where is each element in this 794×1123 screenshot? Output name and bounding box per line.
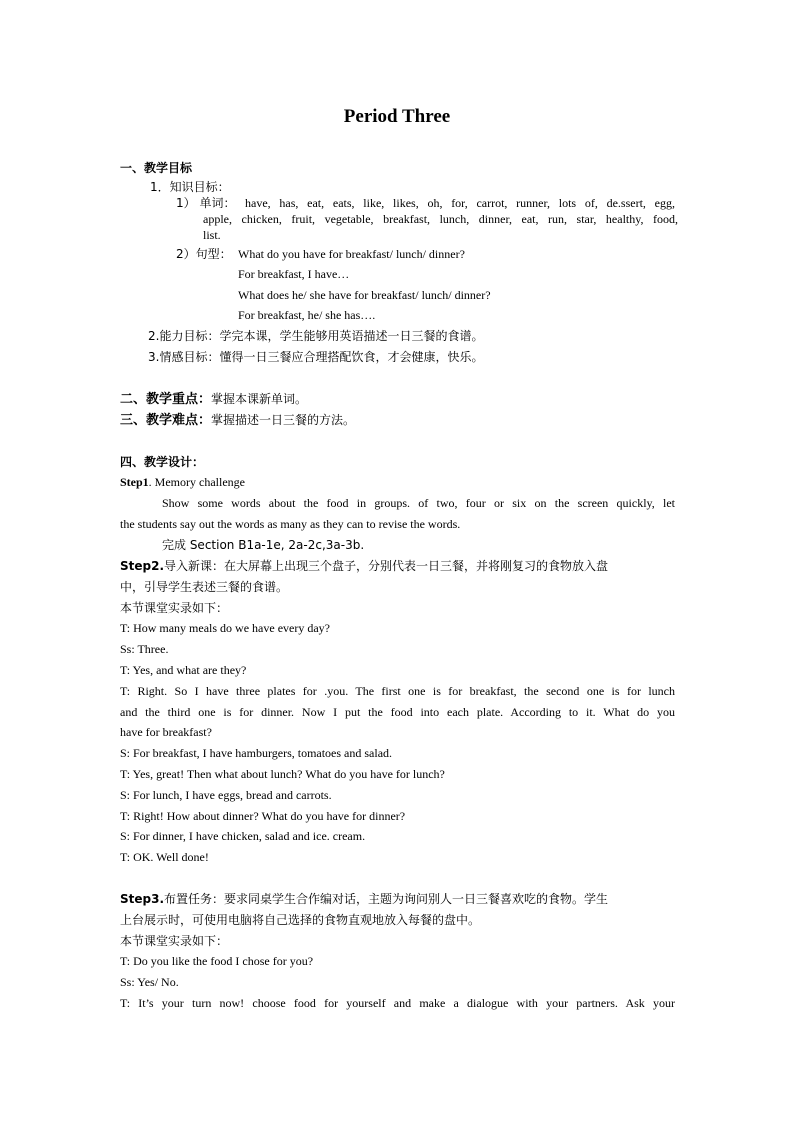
vocab-line: list. [203, 228, 221, 242]
dialog-line: T: Yes, and what are they? [120, 663, 247, 677]
section-heading-design: 四、教学设计： [120, 455, 205, 469]
vocab-line: apple, chicken, fruit, vegetable, breakfast, lunch, dinner, eat, run, star, healthy, food, [203, 212, 678, 226]
vocab-line: have, has, eat, eats, like, likes, oh, for, carrot, runner, lots of, de.ssert, egg, [245, 196, 675, 210]
sentence-pattern: What do you have for breakfast/ lunch/ dinner? [238, 247, 465, 261]
dialog-line: T: Do you like the food I chose for you? [120, 954, 314, 968]
dialog-paragraph: T: Right. So I have three plates for .you. The first one is for breakfast, the second one is for lunch [120, 684, 675, 698]
dialog-line: S: For lunch, I have eggs, bread and carrots. [120, 788, 332, 802]
step3-line [120, 891, 608, 907]
step1-heading [120, 474, 245, 490]
ability-objective: 2.能力目标：学完本课，学生能够用英语描述一日三餐的食谱。 [148, 329, 484, 343]
step1-paragraph: the students say out the words as many as they can to revise the words. [120, 517, 461, 531]
dialog-line: T: Right! How about dinner? What do you have for dinner? [120, 809, 406, 823]
dialog-paragraph: and the third one is for dinner. Now I put the food into each plate. According to it. What do you [120, 705, 675, 719]
step1-label: Step1 [120, 475, 149, 489]
step1-task: 完成 Section B1a-1e, 2a-2c,3a-3b. [162, 538, 365, 552]
step3-line: 上台展示时，可使用电脑将自己选择的食物直观地放入每餐的盘中。 [120, 913, 481, 927]
key-points [120, 391, 307, 408]
step3-label: Step3. [120, 892, 165, 906]
section-heading-objectives: 一、教学目标 [120, 161, 193, 175]
step2-line [120, 558, 608, 574]
sentence-pattern: What does he/ she have for breakfast/ lunch/ dinner? [238, 288, 491, 302]
dialog-line: T: Yes, great! Then what about lunch? What do you have for lunch? [120, 767, 445, 781]
dialog-line: T: OK. Well done! [120, 850, 209, 864]
vocab-label: 1） 单词： [176, 196, 236, 210]
dialog-line: Ss: Yes/ No. [120, 975, 179, 989]
emotion-objective: 3.情感目标：懂得一日三餐应合理搭配饮食，才会健康，快乐。 [148, 350, 484, 364]
class-record-label: 本节课堂实录如下： [120, 601, 229, 615]
class-record-label: 本节课堂实录如下： [120, 934, 229, 948]
knowledge-objective-label: 1．知识目标： [150, 180, 230, 194]
key-points-label: 二、教学重点： [120, 392, 212, 407]
dialog-line: Ss: Three. [120, 642, 169, 656]
dialog-line: T: How many meals do we have every day? [120, 621, 330, 635]
dialog-line: S: For dinner, I have chicken, salad and ice. cream. [120, 829, 366, 843]
step1-paragraph: Show some words about the food in groups. of two, four or six on the screen quickly, let [162, 496, 675, 510]
document-title: Period Three [343, 106, 451, 127]
difficult-points-text: 掌握描述一日三餐的方法。 [211, 413, 356, 427]
key-points-text: 掌握本课新单词。 [211, 392, 308, 406]
step2-line: 中，引导学生表述三餐的食谱。 [120, 580, 289, 594]
sentence-pattern: For breakfast, I have… [238, 267, 350, 281]
dialog-paragraph: have for breakfast? [120, 725, 212, 739]
step2-label: Step2. [120, 559, 165, 573]
dialog-line: S: For breakfast, I have hamburgers, tomatoes and salad. [120, 746, 393, 760]
step1-title: . Memory challenge [148, 475, 245, 489]
difficult-points-label: 三、教学难点： [120, 413, 212, 428]
step2-text: 导入新课：在大屏幕上出现三个盘子，分别代表一日三餐，并将刚复习的食物放入盘 [164, 559, 609, 573]
step3-text: 布置任务：要求同桌学生合作编对话，主题为询问别人一日三餐喜欢吃的食物。学生 [164, 892, 609, 906]
dialog-paragraph: T: It’s your turn now! choose food for yourself and make a dialogue with your partners. Ask your [120, 996, 675, 1010]
difficult-points [120, 412, 355, 429]
sentence-pattern: For breakfast, he/ she has…. [238, 308, 376, 322]
pattern-label: 2）句型： [176, 247, 232, 261]
